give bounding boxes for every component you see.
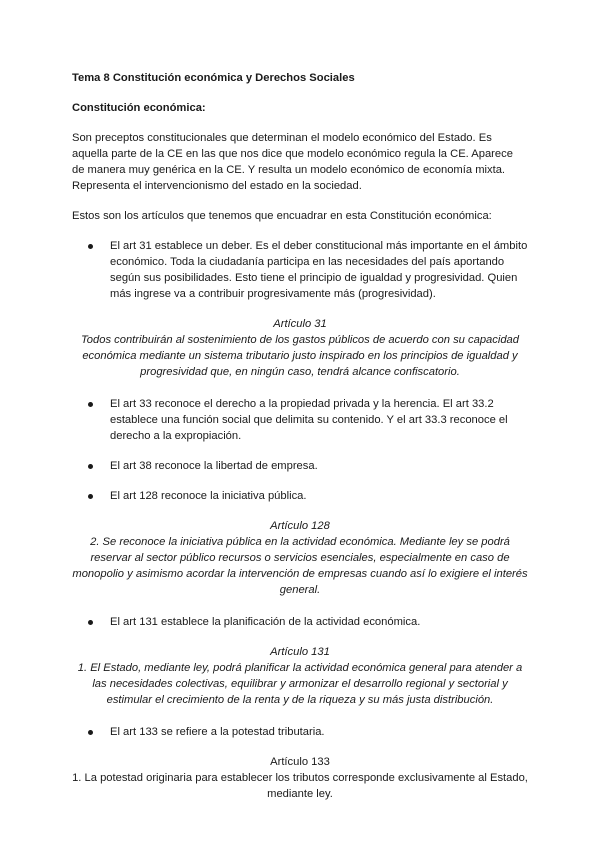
section-heading: Constitución económica:: [72, 102, 206, 114]
intro-paragraph: Son preceptos constitucionales que determinan el modelo económico del Estado. Es aquella parte de la CE en las que nos dice que modelo económico regula la CE. Aparece de manera muy genérica en la CE. Y resulta un modelo económico de economía mixta. Representa el intervencionismo del estado en la sociedad.: [72, 132, 513, 192]
article-heading: Artículo 131: [270, 646, 330, 658]
bullet-icon: [88, 464, 93, 469]
list-item-text: El art 133 se refiere a la potestad tributaria.: [110, 726, 325, 738]
article-list-1: [72, 238, 528, 302]
list-item: [72, 724, 528, 740]
page-title: Tema 8 Constitución económica y Derechos Sociales: [72, 72, 355, 84]
article-list-2: [72, 396, 528, 504]
article-133-quote: [72, 754, 528, 802]
list-item-text: El art 33 reconoce el derecho a la propiedad privada y la herencia. El art 33.2 establece una función social que delimita su contenido. Y el art 33.3 reconoce el derecho a la expropiación.: [110, 398, 508, 442]
lead-paragraph: Estos son los artículos que tenemos que encuadrar en esta Constitución económica:: [72, 210, 492, 222]
article-text: 1. El Estado, mediante ley, podrá planificar la actividad económica general para atender a las necesidades colectivas, equilibrar y armonizar el desarrollo regional y sectorial y estimular el crecimiento de la renta y de la riqueza y su más justa distribución.: [77, 662, 523, 706]
article-131-quote: [72, 644, 528, 708]
article-text: Todos contribuirán al sostenimiento de los gastos públicos de acuerdo con su capacidad económica mediante un sistema tributario justo inspirado en los principios de igualdad y progresividad que, en ningún caso, tendrá alcance confiscatorio.: [80, 334, 520, 378]
article-list-3: [72, 614, 528, 630]
list-item-text: El art 31 establece un deber. Es el deber constitucional más importante en el ámbito económico. Toda la ciudadanía participa en las necesidades del país aportando según sus posibilidades. Esto tiene el principio de igualdad y progresividad. Quien más ingrese va a contribuir progresivamente más (progresividad).: [110, 240, 528, 300]
article-31-quote: [72, 316, 528, 380]
list-item-text: El art 131 establece la planificación de la actividad económica.: [110, 616, 421, 628]
list-item: [72, 458, 528, 474]
article-text: 2. Se reconoce la iniciativa pública en la actividad económica. Mediante ley se podrá reservar al sector público recursos o servicios esenciales, especialmente en caso de monopolio y asimismo acordar la intervención de empresas cuando así lo exigiere el interés general.: [72, 536, 528, 596]
bullet-icon: [88, 494, 93, 499]
list-item: [72, 614, 528, 630]
list-item-text: El art 38 reconoce la libertad de empresa.: [110, 460, 318, 472]
bullet-icon: [88, 244, 93, 249]
article-heading: Artículo 31: [273, 318, 327, 330]
bullet-icon: [88, 620, 93, 625]
bullet-icon: [88, 402, 93, 407]
article-text: 1. La potestad originaria para establecer los tributos corresponde exclusivamente al Estado, mediante ley.: [72, 772, 528, 800]
list-item: [72, 396, 528, 444]
list-item: [72, 238, 528, 302]
bullet-icon: [88, 730, 93, 735]
list-item-text: El art 128 reconoce la iniciativa pública.: [110, 490, 307, 502]
article-heading: Artículo 133: [270, 756, 330, 768]
article-list-4: [72, 724, 528, 740]
article-128-quote: [72, 518, 528, 598]
list-item: [72, 488, 528, 504]
article-heading: Artículo 128: [270, 520, 330, 532]
